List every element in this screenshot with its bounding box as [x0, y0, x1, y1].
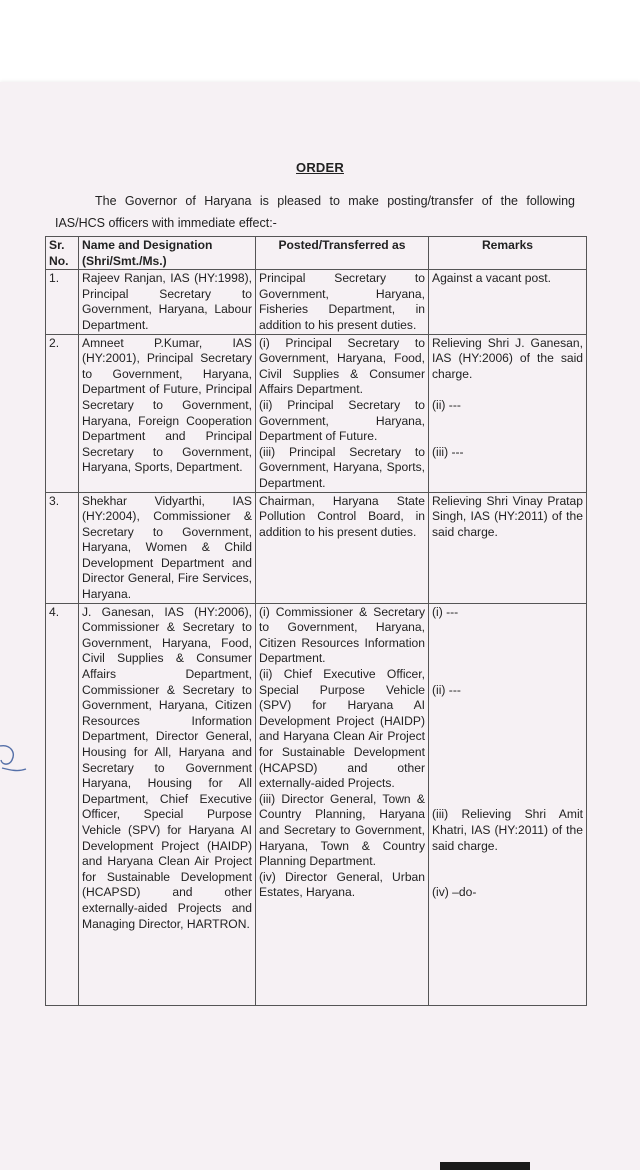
row-remarks: [429, 603, 587, 1005]
spacer: [432, 854, 583, 870]
row-sr: 1.: [46, 270, 79, 334]
posted-item: (iii) Director General, Town & Country Planning, Haryana and Secretary to Government, Haryana, Town & Country Planning Department.: [259, 791, 425, 869]
remarks-item: (iv) –do-: [432, 885, 477, 900]
table-row: [46, 270, 587, 334]
row-posted: [256, 270, 429, 334]
row-name: Amneet P.Kumar, IAS (HY:2001), Principal Secretary to Government, Haryana, Department of Future, Principal Secretary to Government, Haryana, Foreign Cooperation Department and Principal Secretary to Government, Haryana, Sports, Department.: [79, 334, 256, 492]
header-name-line2: (Shri/Smt./Ms.): [82, 253, 167, 268]
row-name: Shekhar Vidyarthi, IAS (HY:2004), Commissioner & Secretary to Government, Haryana, Women & Child Development Department and Director General, Fire Services, Haryana.: [79, 492, 256, 603]
remarks-item: (ii) ---: [432, 682, 461, 697]
header-sr-line1: Sr.: [49, 238, 65, 252]
remarks-item: (i) ---: [432, 604, 459, 619]
spacer: [432, 729, 583, 745]
header-sr-line2: No.: [49, 253, 69, 268]
remarks-item: (iii) Relieving Shri Amit Khatri, IAS (HY:2011) of the said charge.: [432, 807, 583, 853]
spacer: [432, 636, 583, 652]
intro-line-1: The Governor of Haryana is pleased to make posting/transfer of the following: [95, 194, 575, 208]
row-remarks: [429, 334, 587, 492]
pen-mark-icon: [0, 738, 28, 778]
row-remarks: [429, 492, 587, 603]
posted-item: Principal Secretary to Government, Haryana, Fisheries Department, in addition to his present duties.: [259, 271, 425, 332]
remarks-item: (iii) ---: [432, 444, 464, 459]
posted-item: (ii) Principal Secretary to Government, Haryana, Department of Future.: [259, 397, 425, 444]
header-posted: Posted/Transferred as: [256, 237, 429, 270]
row-posted: [256, 603, 429, 1005]
row-sr: 4.: [46, 603, 79, 1005]
bottom-edge-bar: [440, 1162, 530, 1170]
remarks-item: Relieving Shri J. Ganesan, IAS (HY:2006) of the said charge.: [432, 335, 583, 381]
header-name-line1: Name and Designation: [82, 238, 213, 252]
row-sr: 2.: [46, 334, 79, 492]
spacer: [432, 414, 583, 430]
spacer: [432, 698, 583, 714]
header-remarks: Remarks: [429, 237, 587, 270]
posted-item: (i) Commissioner & Secretary to Government, Haryana, Citizen Resources Information Department.: [259, 604, 425, 666]
header-sr-no: [46, 237, 79, 270]
spacer: [432, 429, 583, 445]
spacer: [432, 620, 583, 636]
row-posted: [256, 334, 429, 492]
row-remarks: [429, 270, 587, 334]
order-title: ORDER: [296, 160, 344, 175]
remarks-item: Against a vacant post.: [432, 271, 551, 286]
table-row: [46, 603, 587, 1005]
table-header-row: [46, 237, 587, 270]
posted-item: Chairman, Haryana State Pollution Control Board, in addition to his present duties.: [259, 493, 425, 539]
header-name: [79, 237, 256, 270]
spacer: [432, 382, 583, 398]
posted-item: (i) Principal Secretary to Government, Haryana, Food, Civil Supplies & Consumer Affairs Department.: [259, 335, 425, 397]
remarks-item: (ii) ---: [432, 397, 461, 412]
spacer: [432, 667, 583, 683]
row-sr: 3.: [46, 492, 79, 603]
intro-line-2: IAS/HCS officers with immediate effect:-: [55, 216, 277, 230]
posted-item: (iv) Director General, Urban Estates, Haryana.: [259, 869, 425, 900]
order-intro: [55, 190, 575, 234]
posted-item: (ii) Chief Executive Officer, Special Purpose Vehicle (SPV) for Haryana AI Development Project (HAIDP) and Haryana Clean Air Project for Sustainable Development (HCAPSD) and other externally-aided Projects.: [259, 667, 425, 791]
table-row: [46, 334, 587, 492]
row-posted: [256, 492, 429, 603]
spacer: [432, 761, 583, 777]
spacer: [432, 792, 583, 808]
spacer: [432, 776, 583, 792]
spacer: [432, 651, 583, 667]
table-row: [46, 492, 587, 603]
spacer: [432, 714, 583, 730]
row-name: J. Ganesan, IAS (HY:2006), Commissioner & Secretary to Government, Haryana, Food, Civil Supplies & Consumer Affairs Department, Commissioner & Secretary to Government, Haryana, Citizen Resources Information Department, Director General, Housing for All, Haryana and Secretary to Government Haryana, Housing for All Department, Chief Executive Officer, Special Purpose Vehicle (SPV) for Haryana AI Development Project (HAIDP) and Haryana Clean Air Project for Sustainable Development (HCAPSD) and other externally-aided Projects and Managing Director, HARTRON.: [79, 603, 256, 1005]
posting-table: [45, 236, 587, 1006]
spacer: [432, 745, 583, 761]
row-name: Rajeev Ranjan, IAS (HY:1998), Principal Secretary to Government, Haryana, Labour Department.: [79, 270, 256, 334]
spacer: [432, 870, 583, 886]
posted-item: (iii) Principal Secretary to Government, Haryana, Sports, Department.: [259, 444, 425, 490]
remarks-item: Relieving Shri Vinay Pratap Singh, IAS (HY:2011) of the said charge.: [432, 493, 583, 539]
